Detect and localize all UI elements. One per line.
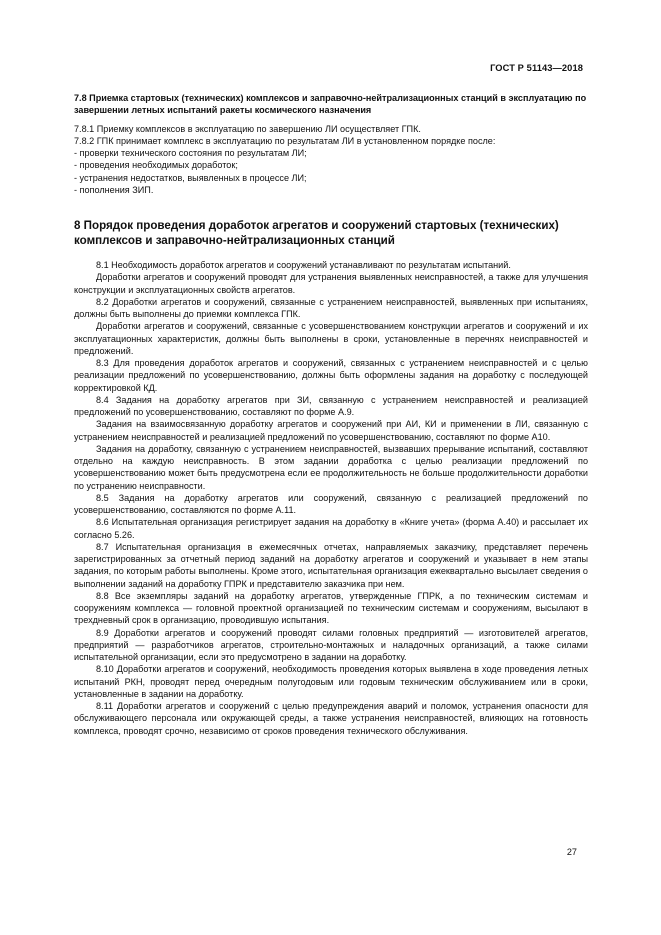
paragraph: Доработки агрегатов и сооружений, связанные с усовершенствованием конструкции агрегатов и сооружений и их эксплуатационных характеристик, должны быть выполнены в сроки, установленные в перечнях неисправностей и предложений. <box>74 321 588 356</box>
paragraph-8-8: 8.8 Все экземпляры заданий на доработку агрегатов, утвержденные ГПРК, а по техническим системам и сооружениям комплекса — головной проектной организацией по техническим системам и сооружениям, высылают в трехдневный срок в организацию, проводившую испытания. <box>74 590 588 626</box>
list-item: - проверки технического состояния по результатам ЛИ; <box>74 148 307 158</box>
paragraph-8-7: 8.7 Испытательная организация в ежемесячных отчетах, направляемых заказчику, представляет перечень зарегистрированных за отчетный период заданий на доработку агрегатов и сооружений и указывает в нем этапы задания, по которым работы выполнены. Кроме этого, испытательная организация ежеквартально высылает сведения о выполнении заданий на доработку ГПРК и представителю заказчика при нем. <box>74 541 588 589</box>
page-content <box>74 92 588 737</box>
paragraph-8-5: 8.5 Задания на доработку агрегатов или сооружений, связанную с реализацией предложений по усовершенствованию, составляются по форме А.11. <box>74 492 588 515</box>
standard-designation: ГОСТ Р 51143—2018 <box>490 63 583 73</box>
paragraph-7-8-2: 7.8.2 ГПК принимает комплекс в эксплуатацию по результатам ЛИ в установленном порядке после: <box>74 135 496 146</box>
section-7-8-heading: 7.8 Приемка стартовых (технических) комплексов и заправочно-нейтрализационных станций в эксплуатацию по завершении летных испытаний ракеты космического назначения <box>74 93 587 116</box>
list-item: - пополнения ЗИП. <box>74 184 154 195</box>
paragraph-8-2: 8.2 Доработки агрегатов и сооружений, связанные с устранением неисправностей, выявленных при испытаниях, должны быть выполнены до приемки комплекса ГПК. <box>74 296 588 319</box>
paragraph: Задания на доработку, связанную с устранением неисправностей, вызвавших прерывание испытаний, составляют отдельно на каждую неисправность. В этом задании доработка с целью реализации предложений по усовершенствованию может быть предусмотрена если ее продолжительность не больше продолжительности доработки по устранению неисправности. <box>74 443 588 491</box>
paragraph: Доработки агрегатов и сооружений проводят для устранения выявленных неисправностей, а также для улучшения конструкции и эксплуатационных свойств агрегатов. <box>74 272 588 295</box>
paragraph-8-10: 8.10 Доработки агрегатов и сооружений, необходимость проведения которых выявлена в ходе проведения летных испытаний РКН, проводят перед очередным полугодовым или годовым техническим обслуживанием или в сроки, установленные в задании на доработку. <box>74 664 588 699</box>
paragraph-8-4: 8.4 Задания на доработку агрегатов при ЗИ, связанную с устранением неисправностей и реализацией предложений по усовершенствованию, составляют по форме А.9. <box>74 394 588 417</box>
paragraph-8-9: 8.9 Доработки агрегатов и сооружений проводят силами головных предприятий — изготовителей агрегатов, предприятий — разработчиков агрегатов, строительно-монтажных и наладочных организаций, а также силами испытательной организации, если это предусмотрено в задании на доработку. <box>74 627 588 662</box>
paragraph-8-3: 8.3 Для проведения доработок агрегатов и сооружений, связанных с устранением неисправностей и с целью реализации предложений по усовершенствованию, должны быть оформлены задания на доработку с последующей корректировкой КД. <box>74 358 588 393</box>
list-item: - проведения необходимых доработок; <box>74 160 238 171</box>
paragraph: Задания на взаимосвязанную доработку агрегатов и сооружений при АИ, КИ и применении в ЛИ, связанную с устранением неисправностей и реализацией предложений по усовершенствованию, составляют по форме А10. <box>74 419 588 442</box>
section-8-heading: 8 Порядок проведения доработок агрегатов и сооружений стартовых (технических) комплексов и заправочно-нейтрализационных станций <box>74 219 559 247</box>
paragraph-8-1: 8.1 Необходимость доработок агрегатов и сооружений устанавливают по результатам испытаний. <box>96 260 511 270</box>
paragraph-8-11: 8.11 Доработки агрегатов и сооружений с целью предупреждения аварий и поломок, устранения опасности для обслуживающего персонала или окружающей среды, а также устранения неисправностей, влияющих на готовность комплекса, проводят срочно, независимо от сроков проведения технического обслуживания. <box>74 701 588 736</box>
list-item: - устранения недостатков, выявленных в процессе ЛИ; <box>74 172 307 183</box>
page-number: 27 <box>566 847 577 857</box>
paragraph-7-8-1: 7.8.1 Приемку комплексов в эксплуатацию по завершению ЛИ осуществляет ГПК. <box>74 123 421 134</box>
paragraph-8-6: 8.6 Испытательная организация регистрирует задания на доработку в «Книге учета» (форма А.40) и рассылает их согласно 5.26. <box>74 517 588 540</box>
